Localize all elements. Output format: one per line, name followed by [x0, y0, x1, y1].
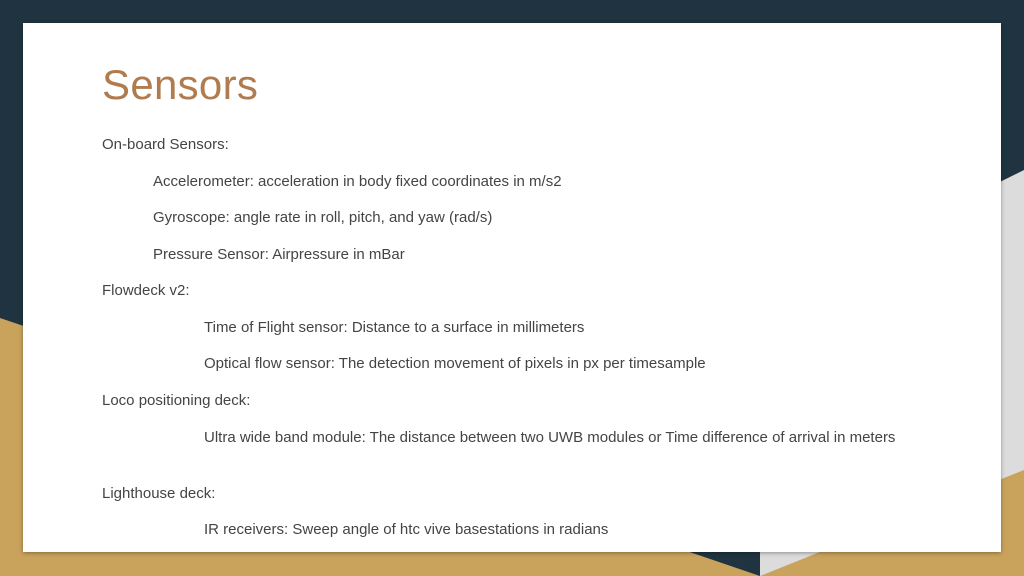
section-flowdeck: Flowdeck v2:: [102, 282, 190, 299]
section-lighthouse: Lighthouse deck:: [102, 485, 216, 502]
item-ultra-wide-band: Ultra wide band module: The distance between two UWB modules or Time difference of arrival in meters: [204, 429, 896, 446]
slide: [23, 23, 1001, 552]
slide-title: Sensors: [102, 61, 259, 108]
section-loco-positioning: Loco positioning deck:: [102, 392, 251, 409]
item-optical-flow: Optical flow sensor: The detection movement of pixels in px per timesample: [204, 355, 706, 372]
section-onboard-sensors: On-board Sensors:: [102, 136, 229, 153]
item-accelerometer: Accelerometer: acceleration in body fixed coordinates in m/s2: [153, 173, 562, 190]
item-time-of-flight: Time of Flight sensor: Distance to a surface in millimeters: [204, 319, 585, 336]
item-gyroscope: Gyroscope: angle rate in roll, pitch, and yaw (rad/s): [153, 209, 493, 226]
item-ir-receivers: IR receivers: Sweep angle of htc vive basestations in radians: [204, 521, 609, 538]
item-pressure-sensor: Pressure Sensor: Airpressure in mBar: [153, 246, 405, 263]
